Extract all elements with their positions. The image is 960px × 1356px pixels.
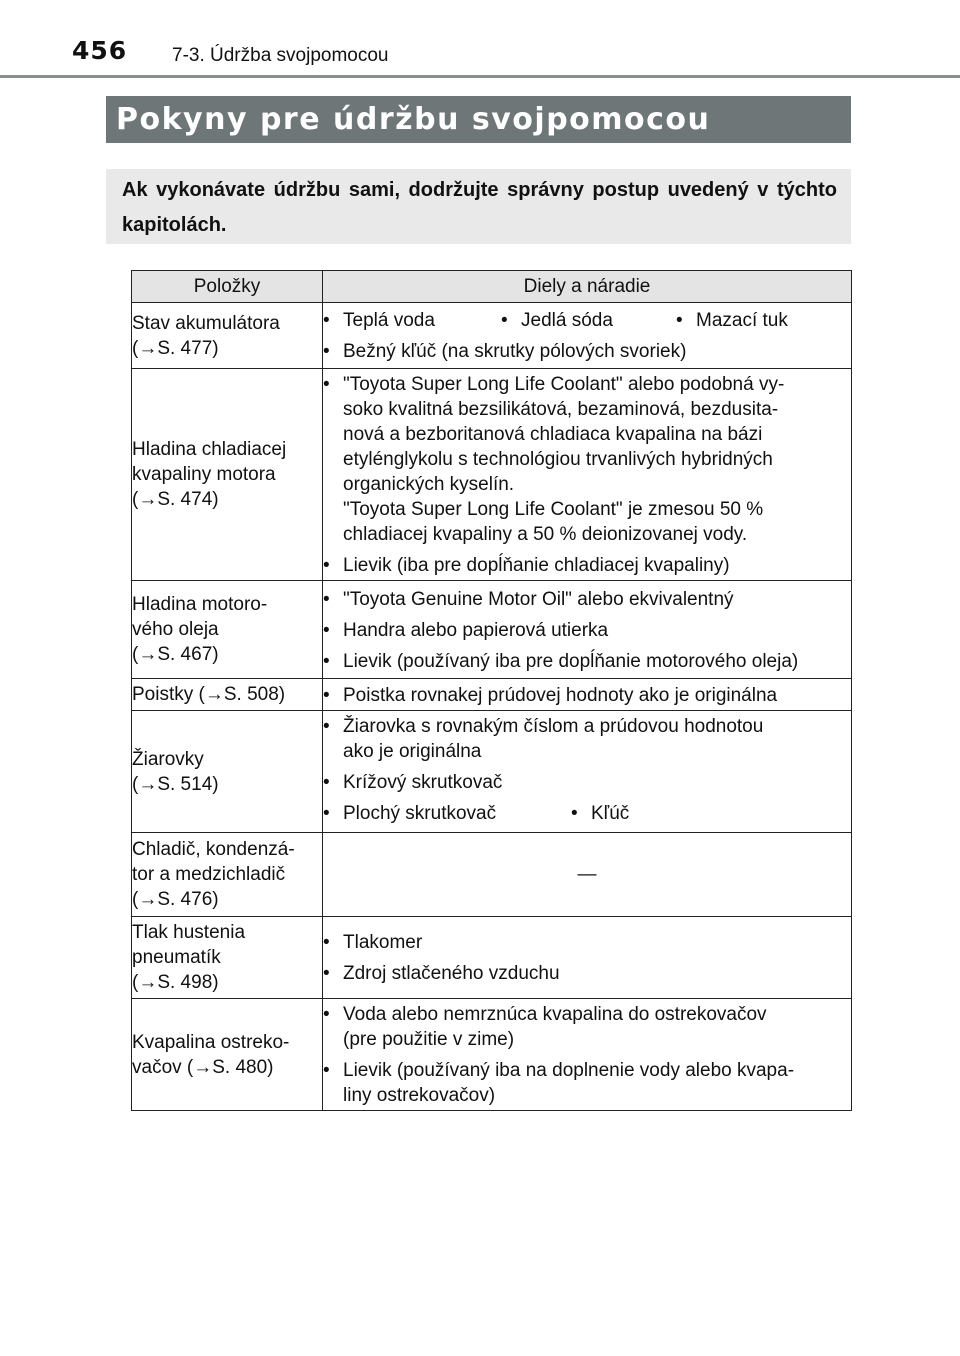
bullet-icon: • [323,1060,330,1081]
table-row [132,303,852,369]
list-item [323,961,851,986]
item-label: Hladina chladiacej [132,439,287,460]
part-text: "Toyota Super Long Life Coolant" alebo podobná vy- soko kvalitná bezsilikátová, bezaminová, bezdusita- nová a bezboritanová chladiaca kvapalina na bázi etylénglykolu s technológiou trvanlivých hybridných organických kyselín. "Toyota Super Long Life Coolant" je zmesou 50 % chladiacej kvapaliny a 50 % deionizovanej vody. [343,374,785,545]
bullet-icon: • [323,555,330,576]
item-label: Žiarovky [132,748,204,770]
table-header-row [132,271,852,303]
list-item [323,618,851,643]
list-item [323,339,851,364]
item-cell [132,679,323,711]
item-label: Poistky (→S. 508) [132,684,286,705]
item-label: (→S. 498) [132,972,219,993]
bullet-icon: • [571,803,578,824]
table-row [132,711,852,833]
part-text: Voda alebo nemrznúca kvapalina do ostrekovačov (pre použitie v zime) [343,1004,767,1050]
table-row [132,833,852,917]
item-label: tor a medzichladič [132,864,286,885]
section-title: Pokyny pre údržbu svojpomocou [106,96,851,143]
part-text: Žiarovka s rovnakým číslom a prúdovou hodnotou ako je originálna [343,716,764,762]
parts-cell [323,833,852,917]
item-label: Tlak hustenia [132,922,246,943]
list-item [323,649,851,674]
page-number: 456 [72,36,128,65]
table-row [132,679,852,711]
bullet-icon: • [676,310,683,331]
list-item [323,587,851,612]
list-item [323,1058,851,1108]
table-row [132,999,852,1111]
table-body [132,303,852,1111]
inline-bullet-list [323,308,851,333]
parts-table [131,270,852,1111]
item-label: (→S. 514) [132,773,219,795]
column-header-items: Položky [132,271,323,303]
bullet-icon: • [323,588,330,610]
parts-cell [323,711,852,833]
part-text: Lievik (používaný iba pre dopĺňanie motorového oleja) [343,650,799,672]
not-applicable-dash: — [577,864,597,885]
item-cell [132,581,323,679]
bullet-icon: • [323,374,330,395]
bullet-icon: • [323,1004,330,1025]
part-text: Kľúč [591,803,630,824]
item-label: (→S. 467) [132,644,219,665]
parts-cell [323,999,852,1111]
part-text: Plochý skrutkovač [343,803,497,824]
list-item [323,714,851,764]
part-text: Lievik (používaný iba na doplnenie vody alebo kvapa- liny ostrekovačov) [343,1060,795,1106]
part-text: "Toyota Genuine Motor Oil" alebo ekvivalentný [343,588,734,610]
parts-cell [323,303,852,369]
list-item [676,308,788,333]
bullet-icon: • [323,650,330,672]
page-header [0,0,960,80]
item-label: (→S. 477) [132,337,219,359]
list-item [323,553,851,578]
table-row [132,581,852,679]
list-item [323,801,571,826]
part-text: Teplá voda [343,310,435,331]
item-label: vačov (→S. 480) [132,1056,274,1078]
list-item [323,372,851,547]
item-cell [132,917,323,999]
intro-box: Ak vykonávate údržbu sami, dodržujte správny postup uvedený v týchto kapitolách. [106,169,851,244]
item-label: vého oleja [132,619,219,640]
list-item [323,1002,851,1052]
inline-bullet-list [323,801,851,826]
bullet-icon: • [323,772,330,793]
bullet-icon: • [323,684,330,706]
bullet-icon: • [323,803,330,824]
parts-cell [323,917,852,999]
parts-cell [323,679,852,711]
parts-cell [323,369,852,581]
item-label: Chladič, kondenzá- [132,839,295,860]
list-item [571,801,629,826]
item-label: kvapaliny motora [132,464,276,485]
bullet-icon: • [323,619,330,641]
column-header-parts: Diely a náradie [323,271,852,303]
item-label: pneumatík [132,947,221,968]
item-label: Stav akumulátora [132,312,280,334]
list-item [323,930,851,955]
list-item [323,683,851,708]
part-text: Krížový skrutkovač [343,772,503,793]
bullet-icon: • [323,310,330,331]
bullet-icon: • [323,716,330,737]
item-label: (→S. 474) [132,489,219,510]
item-cell [132,303,323,369]
part-text: Zdroj stlačeného vzduchu [343,963,560,984]
chapter-title: 7-3. Údržba svojpomocou [172,45,389,66]
bullet-icon: • [323,963,330,984]
part-text: Jedlá sóda [521,310,613,331]
part-text: Handra alebo papierová utierka [343,619,609,641]
item-cell [132,999,323,1111]
part-text: Lievik (iba pre dopĺňanie chladiacej kvapaliny) [343,555,730,576]
item-cell [132,833,323,917]
bullet-icon: • [323,932,330,953]
list-item [323,308,501,333]
table-row [132,369,852,581]
item-label: (→S. 476) [132,889,219,910]
item-cell [132,369,323,581]
part-text: Bežný kľúč (na skrutky pólových svoriek) [343,341,687,362]
item-label: Kvapalina ostreko- [132,1031,290,1053]
parts-cell [323,581,852,679]
list-item [501,308,676,333]
part-text: Mazací tuk [696,310,788,331]
bullet-icon: • [323,341,330,362]
bullet-icon: • [501,310,508,331]
part-text: Tlakomer [343,932,423,953]
list-item [323,770,851,795]
item-cell [132,711,323,833]
part-text: Poistka rovnakej prúdovej hodnoty ako je originálna [343,684,778,706]
header-rule [0,75,960,78]
item-label: Hladina motoro- [132,594,268,615]
table-row [132,917,852,999]
